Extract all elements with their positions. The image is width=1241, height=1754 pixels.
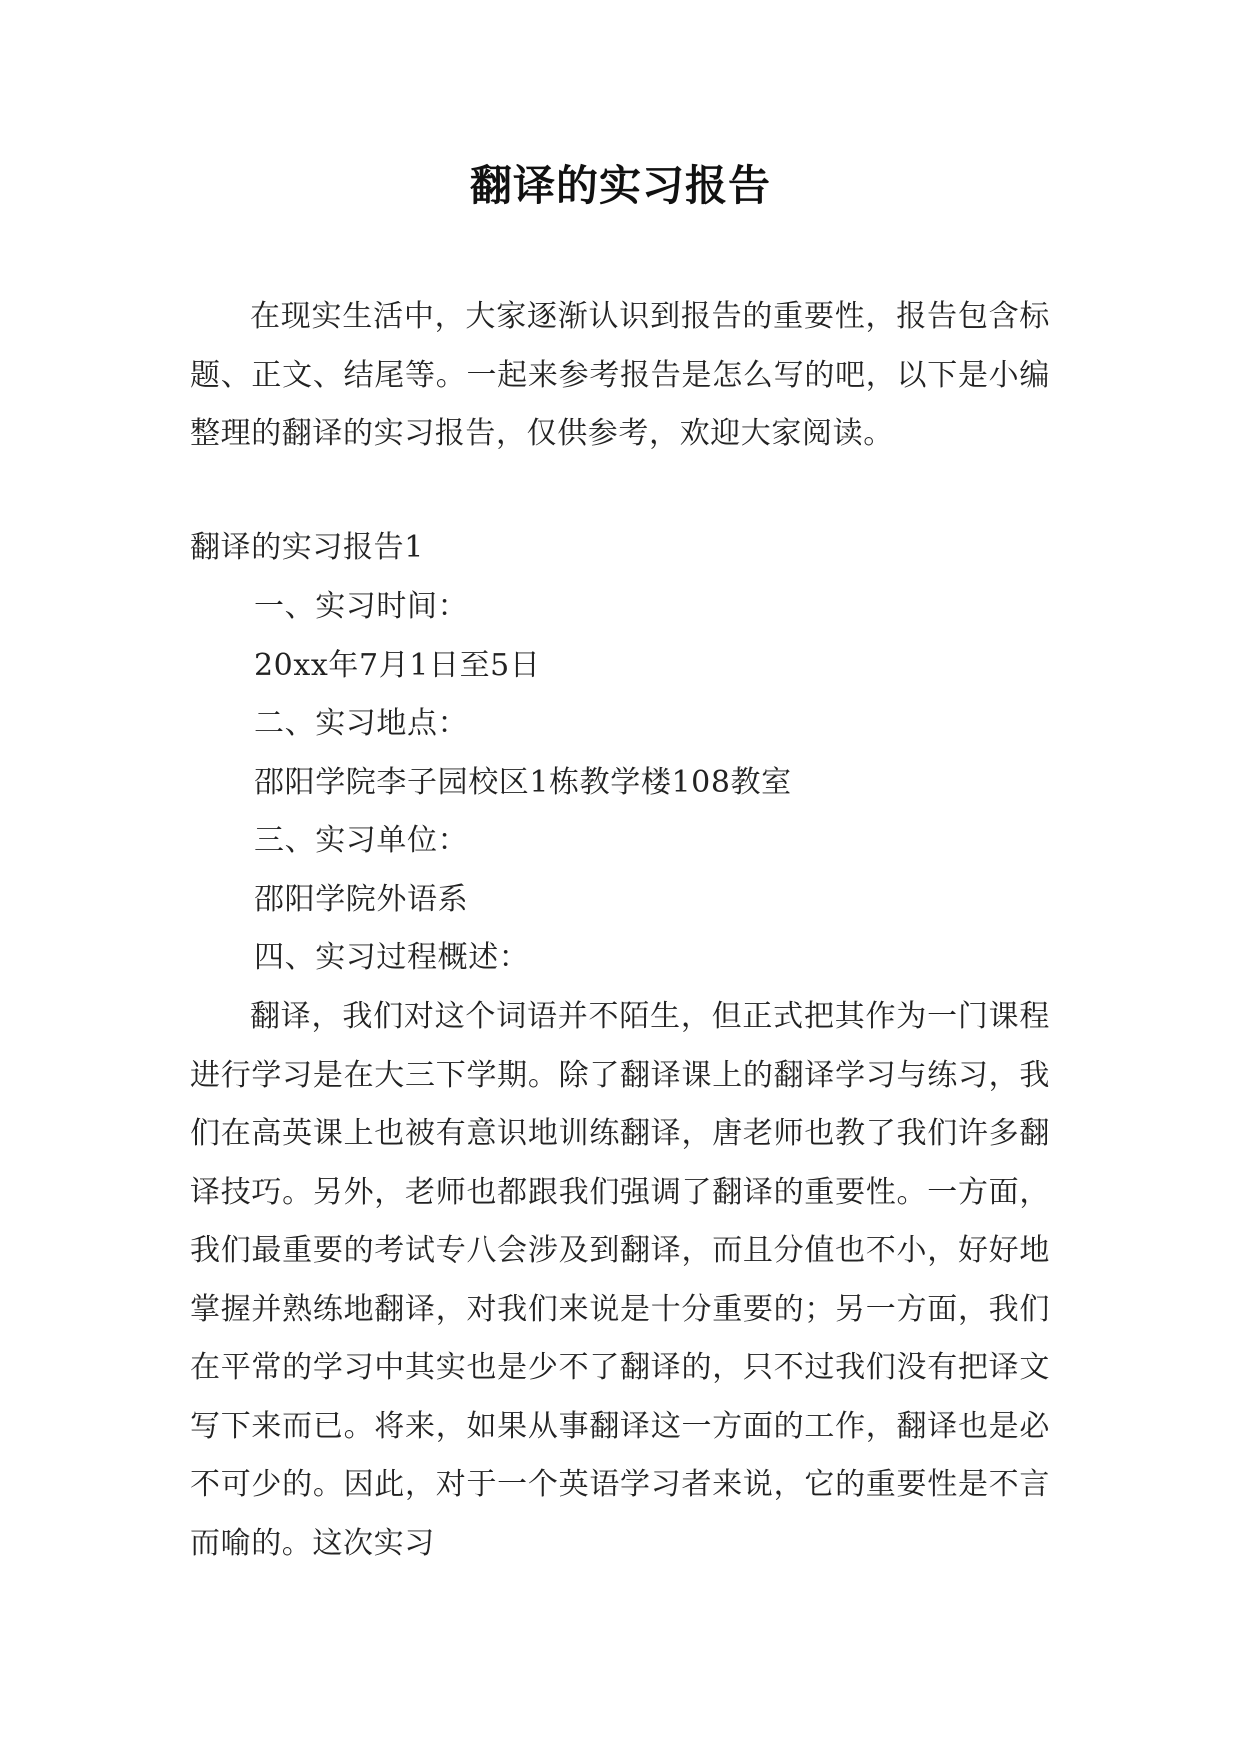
detail-heading-process: 四、实习过程概述： [254, 940, 530, 975]
process-text: 翻译，我们对这个词语并不陌生，但正式把其作为一门课程进行学习是在大三下学期。除了翻译课上的翻译学习与练习，我们在高英课上也被有意识地训练翻译，唐老师也教了我们许多翻译技巧。另外，老师也都跟我们强调了翻译的重要性。一方面，我们最重要的考试专八会涉及到翻译，而且分值也不小，好好地掌握并熟练地翻译，对我们来说是十分重要的；另一方面，我们在平常的学习中其实也是少不了翻译的，只不过我们没有把译文写下来而已。将来，如果从事翻译这一方面的工作，翻译也是必不可少的。因此，对于一个英语学习者来说，它的重要性是不言而喻的。这次实习 [190, 999, 1050, 1561]
intro-text: 在现实生活中，大家逐渐认识到报告的重要性，报告包含标题、正文、结尾等。一起来参考报告是怎么写的吧，以下是小编整理的翻译的实习报告，仅供参考，欢迎大家阅读。 [190, 299, 1050, 451]
document-title: 翻译的实习报告 [469, 161, 771, 210]
detail-heading-time: 一、实习时间： [254, 589, 469, 624]
detail-heading-unit: 三、实习单位： [254, 823, 469, 858]
detail-value-unit: 邵阳学院外语系 [254, 881, 469, 917]
section-title: 翻译的实习报告1 [190, 530, 424, 565]
process-paragraph [190, 988, 1050, 1573]
detail-value-location: 邵阳学院李子园校区1栋教学楼108教室 [254, 764, 792, 800]
intro-paragraph [190, 288, 1050, 464]
internship-details [190, 578, 1050, 988]
detail-heading-location: 二、实习地点： [254, 706, 469, 741]
detail-value-time: 20xx年7月1日至5日 [254, 647, 541, 683]
